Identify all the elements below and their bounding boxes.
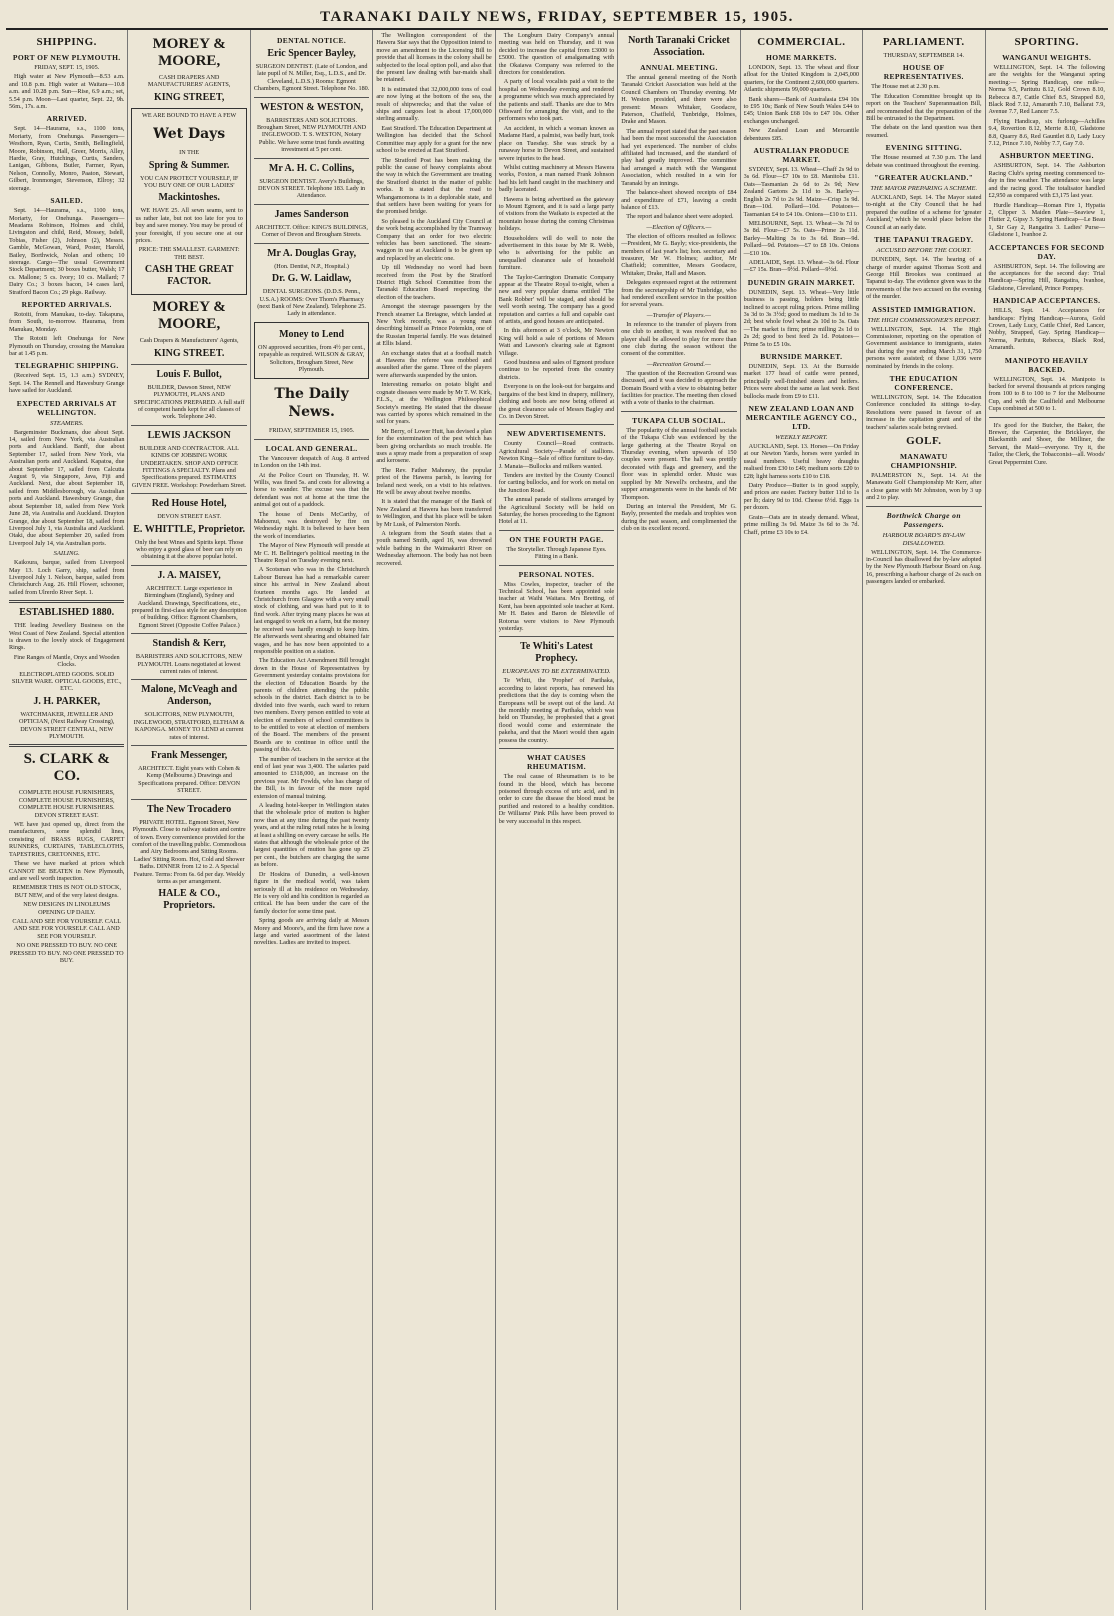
news-para-8: In this afternoon at 3 o'clock, Mr Newton King will hold a sale of portions of Messrs Watt and Lawson's clearing sale at Egmont Village. bbox=[498, 327, 615, 357]
wet-days-line-5: YOU CAN PROTECT YOURSELF, IF YOU BUY ONE OF OUR LADIES' bbox=[139, 174, 239, 190]
fourth-page-text: The Storyteller. Through Japanese Eyes. Fitting in a Bank. bbox=[506, 545, 607, 561]
divider bbox=[9, 600, 124, 603]
parliament-para-9: PALMERSTON N., Sept. 14. At the Manawatu Golf Championship Mr Kerr, after a close game with Mr Johnston, won by 3 up and 2 to play. bbox=[866, 472, 982, 502]
acceptances-heading: ACCEPTANCES FOR SECOND DAY. bbox=[989, 242, 1105, 261]
local-para-3: The house of Denis McCarthy, of Mahoenui, was destroyed by fire on Wednesday night. It is believed to have been the work of incendiaries. bbox=[253, 510, 370, 540]
local-para-20: Mr Berry, of Lower Hutt, has devised a plan for the extermination of the pest which has been giving orchardists so much trouble. He uses a spray made from a preparation of soap and kerosene. bbox=[376, 427, 492, 465]
wet-days-ad bbox=[131, 108, 246, 295]
column-news bbox=[496, 30, 618, 1610]
column-cricket bbox=[618, 30, 740, 1610]
arrived-heading: ARRIVED. bbox=[46, 114, 87, 124]
parliament-para-5: AUCKLAND, Sept. 14. The Mayor stated to-night at the City Council that he had prepared the outline of a scheme for 'greater Auckland,' which he would place before the Council at an early date. bbox=[866, 194, 982, 231]
local-para-2: At the Police Court on Thursday, H. W. Willis, was fined 5s. and costs for allowing a horse to wander. The excuse was that the defendant was not at home at the time the animal got out of a paddock. bbox=[253, 471, 370, 509]
jackson-name: LEWIS JACKSON bbox=[147, 429, 231, 441]
local-para-6: The Education Act Amendment Bill brought down in the House of Representatives by Government yesterday contains provisions for the election of Education Boards by the parents of children attending the public schools in the district. Each district is to be divided into five wards, each ward to return two members. Every person entitled to vote at election of members of school committees is to be entitled to vote at election of members of the Board. The members of the present Boards are to continue in office until the passing of this Act. bbox=[253, 657, 370, 754]
weekly-report-heading: WEEKLY REPORT. bbox=[775, 434, 828, 442]
news-para-6: Householders will do well to note the advertisement in this issue by Mr R. Webb, who is advertising for the public an unequalled clearance sale of household furniture. bbox=[498, 234, 615, 272]
evening-heading: EVENING SITTING. bbox=[885, 143, 962, 153]
parker-name: J. H. PARKER, bbox=[33, 695, 101, 707]
accused-heading: ACCUSED BEFORE THE COURT. bbox=[876, 247, 972, 255]
sporting-para-7: WELLINGTON, Sept. 14. Manipoto is backed for several thousands at prices ranging from 100 to 8 to 100 to 7 for the Melbourne Cup, and with the Caulfield and Melbourne Cups combined at 500 to 1. bbox=[988, 375, 1105, 413]
sailing-heading: SAILING. bbox=[53, 550, 80, 558]
parliament-para-2: The Education Committee brought up its report on the Teachers' Superannuation Bill, and recommended that the preparation of the Bill be entrusted to the Department. bbox=[866, 92, 982, 123]
divider bbox=[254, 204, 369, 205]
clark-text: WE have just opened up, direct from the manufacturers, some splendid lines, consisting of BRASS RUGS, CARPET RUNNERS, CURTAINS, TABLECLOTHS, TAPESTRIES, CRETONNES, ETC. bbox=[9, 821, 125, 858]
red-house-street: DEVON STREET EAST. bbox=[157, 513, 222, 521]
steamers-heading: STEAMERS. bbox=[49, 419, 84, 427]
clark-text-3: REMEMBER THIS IS NOT OLD STOCK, BUT NEW, and of the very latest designs. bbox=[12, 884, 122, 899]
whittle-details: Only the best Wines and Spirits kept. Those who enjoy a good glass of beer can rely on obtaining it at the above popular hotel. bbox=[134, 538, 244, 561]
arrived-text: Sept. 14—Haurama, s.s., 1100 tons, Moriarty, from Onehunga. Passengers—Westhorn, Ryan, Curtis, Smith, Bellingfield, Moore, Robinson, Hall, Greer, Morris, Alley, Hardie, Gray, Hutchings, Curtis, Sanders, Lanigan, Gibbons, Butler, Farmer, Ryan, Nelson, Connolly, Monro, Paaton, Stewart, Gilbert, Ironmonger, Stevenson, Ellroy; 32 steerage. bbox=[9, 125, 125, 192]
bayley-details: SURGEON DENTIST. (Late of London, and late pupil of N. Miller, Esq., L.D.S., and Dr. Cleveland, L.D.S.) Rooms: Egmont Chambers, Egmont Street. Telephone No. 180. bbox=[253, 63, 370, 93]
education-conference-heading: THE EDUCATION CONFERENCE. bbox=[889, 373, 958, 392]
columns bbox=[6, 30, 1108, 1610]
wet-days-line-3: IN THE bbox=[179, 149, 200, 157]
clark-name: S. CLARK & CO. bbox=[23, 751, 110, 785]
clark-text-2: These we have marked at prices which CANNOT BE BEATEN in New Plymouth, and are well worth inspection. bbox=[9, 860, 125, 882]
established-text-2: Fine Ranges of Mantle, Onyx and Wooden Clocks. bbox=[13, 653, 120, 669]
local-para-4: The Mayor of New Plymouth will preside at Mr C. H. Bellringer's political meeting in the Theatre Royal on Tuesday evening next. bbox=[253, 542, 370, 565]
news-para-1: The Longburn Dairy Company's annual meeting was held on Thursday, and it was decided to increase the capital from £3000 to £5000. The question of amalgamating with the Okaiawa Company was referred to the directors for consideration. bbox=[498, 32, 615, 77]
messenger-details: ARCHITECT. Eight years with Cohen & Kemp (Melbourne.) Drawings and Specifications prepared. Office: DEVON STREET. bbox=[138, 765, 241, 795]
cricket-para-2: The annual report stated that the past season had been the most successful the Association had yet experienced. The number of clubs affiliated had increased, and the standard of play had greatly improved. The committee had arranged a match with the Wanganui Association, which resulted in a win for Taranaki by an innings. bbox=[621, 127, 737, 187]
parker-details: WATCHMAKER, JEWELLER AND OPTICIAN, (Next Railway Crossing), DEVON STREET CENTRAL, NEW PLYMOUTH. bbox=[19, 710, 115, 741]
local-para-22: It is stated that the manager of the Bank of New Zealand at Hawera has been transferred to Wellington, and that his place will be taken by Mr Lusk, of Palmerston North. bbox=[376, 498, 492, 528]
news-para-7: The Taylor-Carrington Dramatic Company appear at the Theatre Royal to-night, when a new and very popular drama entitled 'The Bank Robber' will be staged, and should be well worth seeing. The company has a good reputation and carries a full and capable cast of artists, and good houses are anticipated. bbox=[498, 273, 615, 326]
money-title: Money to Lend bbox=[279, 328, 345, 340]
commercial-para-1: LONDON, Sept. 13. The wheat and flour afloat for the United Kingdom is 2,045,000 quarters, for the Continent 2,600,000 quarters. Atlantic shipments 99,000 quarters. bbox=[743, 64, 860, 94]
cricket-para-1: The annual general meeting of the North Taranaki Cricket Association was held at the Council Chambers on Thursday evening. Mr H. Weston presided, and there were also present: Messrs Whitaker, Goodacre, Paterson, Chatfield, Tunbridge, Holmes, Drake and Mason. bbox=[621, 74, 737, 126]
rheumatism-heading: WHAT CAUSES RHEUMATISM. bbox=[526, 753, 586, 772]
news-para-4: Whilst cutting machinery at Messrs Hawera works, Foxton, a man named Frank Johnson had his left hand caught in the machinery and badly lacerated. bbox=[498, 163, 615, 194]
local-para-12: It is estimated that 32,000,000 tons of coal are now lying at the bottom of the sea, the result of shipwrecks; and that the value of ships and cargoes lost is about 17,000,000 sterling annually. bbox=[376, 85, 492, 123]
cricket-para-4: The report and balance sheet were adopted. bbox=[626, 213, 734, 221]
wet-days-line-1: WE ARE BOUND TO HAVE A FEW bbox=[142, 111, 237, 119]
personal-text: Miss Cowles, inspector, teacher of the Technical School, has been appointed sole teacher at Waihi Waitara. Mrs Bretting, of Kent, has been appointed sole teacher at Kent. Mr H. Bates and Baron de Bleteville of Rotorua were visitors to New Plymouth yesterday. bbox=[498, 580, 615, 633]
cricket-heading: North Taranaki Cricket Association. bbox=[628, 35, 730, 58]
cricket-para-3: The balance-sheet showed receipts of £84 and expenditure of £71, leaving a credit balance of £13. bbox=[621, 189, 737, 211]
local-para-10: Spring goods are arriving daily at Messrs Morey and Moore's, and the firm have now a large and varied assortment of the latest novelties. Ladies are invited to inspect. bbox=[253, 917, 370, 947]
personal-heading: PERSONAL NOTES. bbox=[518, 569, 595, 579]
new-ads-text-2: Tenders are invited by the County Council for carting bullocks, and for work on metal on the Junction Road. bbox=[498, 471, 615, 494]
masthead: TARANAKI DAILY NEWS, FRIDAY, SEPTEMBER 15, 1905. bbox=[6, 6, 1108, 30]
commercial-para-9: AUCKLAND, Sept. 13. Horses—On Friday at our Newton Yards, horses were yarded in usual numbers. Useful heavy draughts realised from £30 to £40; medium sorts £20 to £28; light harness sorts £10 to £18. bbox=[743, 443, 860, 480]
weston-details: BARRISTERS AND SOLICITORS. Brougham Street, NEW PLYMOUTH AND INGLEWOOD. T. S. WESTON, Notary Public. We have some trust funds awaiting investment at 5 per cent. bbox=[257, 116, 367, 154]
clark-text-5: CALL AND SEE FOR YOURSELF. CALL AND SEE FOR YOURSELF. CALL AND SEE FOR YOURSELF. bbox=[12, 917, 122, 940]
news-para-9: Good business and sales of Egmont produce continue to be reported from the country districts. bbox=[498, 359, 615, 381]
steamers-text: Bargeminster Buckmans, due about Sept. 14, sailed from New York, via Australian ports and Auckland. Banff, due about September 17, sailed from New York, via Australian ports and Auckland. Kapatoa, due about September 17, sailed from Calcutta August 9, via Singapore, Java, Fiji and Auckland. Next, due about September 18, sailed from Middlesborough, via Australian ports and Auckland. Hawesbury Grange, due about September 18, sailed from New York June 28, via Australia and Auckland. Drayton Grange, due about September 18, sailed from Liverpool July 1, via Australia and Auckland. Otaki, due about September 20, sailed from Liverpool July 14, via Australian ports. bbox=[9, 428, 125, 547]
local-para-7: The number of teachers in the service at the end of last year was 3,400. The salaries paid amounted to £318,000, an increase on the previous year. Mr Fowlds, who has charge of the Bill, is in favour of the more rapid extension of manual training. bbox=[253, 755, 370, 800]
manipoto-heading: MANIPOTO HEAVILY BACKED. bbox=[1004, 355, 1089, 374]
column-professional bbox=[251, 30, 373, 1610]
wet-days-line-7: WE HAVE 25. All sewn seams, sent to us rather late, but not too late for you to buy and save money. You may be proud of your foresight, if you secure one at our prices. bbox=[135, 207, 243, 245]
divider bbox=[499, 636, 614, 637]
election-heading: —Election of Officers.— bbox=[646, 223, 712, 231]
local-para-14: The Stratford Post has been making the public the cause of heavy complaints about the way in which the Government are treating the Stratford district in the matter of public works. It is stated that the road to Whangamomona is in a deplorable state, and that settlers have been waiting for years for the promised bridge. bbox=[376, 156, 492, 216]
bayley-name: Eric Spencer Bayley, bbox=[267, 48, 356, 59]
cricket-para-5: The election of officers resulted as follows:—President, Mr G. Bayly; vice-presidents, the members of last year's list; hon. secretary and treasurer, Mr W. Holmes; auditor, Mr Chatfield; committee, Messrs Goodacre, Whitaker, Drake, Hall and Mason. bbox=[621, 232, 737, 277]
divider bbox=[131, 425, 246, 426]
malone-name: Malone, McVeagh and Anderson, bbox=[141, 684, 238, 708]
maisey-name: J. A. MAISEY, bbox=[157, 569, 221, 581]
established-heading: ESTABLISHED 1880. bbox=[19, 607, 115, 619]
divider bbox=[499, 530, 614, 531]
te-whiti-subheading: EUROPEANS TO BE EXTERMINATED. bbox=[502, 668, 611, 676]
news-para-10: Everyone is on the look-out for bargains and bargains of the best kind in drapery, millinery, clothing and boots are now being offered at the great clearance sale of Messrs Bagley and Co. in Devon Street. bbox=[498, 383, 615, 420]
sporting-para-1: WELLINGTON, Sept. 14. The following are the weights for the Wanganui spring meeting:— Spring Handicap, one mile—Norma 9.5, Paritutu 8.12, Gold Crown 8.10, Rebecca 8.7, Cattle Chief 8.5, Strapped 8.0, Black Rod 7.12, Amaranth 7.10, Ballarat 7.9, Avenue 7.7, Red Lancer 7.5. bbox=[988, 64, 1105, 116]
new-ads-heading: NEW ADVERTISEMENTS. bbox=[507, 429, 606, 439]
laidlaw-name: Dr. G. W. Laidlaw, bbox=[271, 273, 352, 285]
news-para-2: A party of local vocalists paid a visit to the hospital on Wednesday evening and rendered a programme which was much appreciated by the patients and staff. Thanks are due to Mrs Ofisward for arranging the visit, and to the performers who took part. bbox=[498, 78, 615, 123]
morey-moore-street-2: KING STREET. bbox=[153, 347, 225, 359]
local-para-1: The Vancouver despatch of Aug. 8 arrived in London on the 14th inst. bbox=[253, 454, 370, 470]
commercial-para-6: ADELAIDE, Sept. 13. Wheat—3s 6d. Flour—£7 15s. Bran—9½d. Pollard—9½d. bbox=[743, 258, 860, 274]
parliament-para-10: WELLINGTON, Sept. 14. The Commerce-in-Council has disallowed the by-law adopted by the New Plymouth Harbour Board on Aug. 16, prescribing a harbour charge of 2s each on passengers landed or embarked. bbox=[866, 548, 982, 586]
parliament-date: THURSDAY, SEPTEMBER 14. bbox=[883, 52, 964, 59]
divider bbox=[131, 565, 246, 566]
divider bbox=[499, 424, 614, 425]
column-advertisements bbox=[128, 30, 250, 1610]
local-para-13: East Stratford. The Education Department at Wellington has decided that the School Committee may apply for a grant for the new school to be erected at East Stratford. bbox=[376, 124, 492, 155]
collins-name: Mr A. H. C. Collins, bbox=[268, 162, 355, 174]
sporting-para-3: ASHBURTON, Sept. 14. The Ashburton Racing Club's spring meeting commenced to-day in fine weather. The attendance was large and the racing good. The totalisator handled £2,950 as compared with £3,175 last year. bbox=[988, 162, 1105, 200]
gray-name: Mr A. Douglas Gray, bbox=[267, 247, 357, 259]
parliament-para-3: The debate on the land question was then resumed. bbox=[866, 124, 982, 139]
clark-text-6: NO ONE PRESSED TO BUY. NO ONE PRESSED TO BUY. NO ONE PRESSED TO BUY. bbox=[9, 942, 124, 964]
local-para-17: Amongst the steerage passengers by the French steamer La Bretagne, which landed at New York recently, was a young man describing himself as Prince Potemkin, one of the Russian Imperial family. He was detained at Ellis Island. bbox=[376, 303, 492, 348]
divider bbox=[989, 417, 1105, 418]
cricket-para-7: In reference to the transfer of players from one club to another, it was resolved that no player shall be allowed to play for more than one club during the season without the consent of the committee. bbox=[621, 320, 737, 358]
wanganui-heading: WANGANUI WEIGHTS. bbox=[1002, 53, 1092, 62]
te-whiti-text: Te Whiti, the 'Prophet' of Parihaka, according to latest reports, has renewed his predictions that the day is coming when the Europeans will be swept out of the land. At the monthly meeting at Parihaka, which was held on Thursday, he prophesied that a great flood would come and exterminate the pakeha, and that the Maori would then again possess the country. bbox=[498, 677, 615, 744]
parliament-para-7: WELLINGTON, Sept. 14. The High Commissioner, reporting on the operation of Government assistance to immigrants, states that during the year ending March 31, 1,750 persons were assisted; of these 1,036 were nominated by friends in the colony. bbox=[866, 325, 982, 370]
greater-auckland-heading: "GREATER AUCKLAND." bbox=[874, 173, 974, 183]
established-text: THE leading Jewellery Business on the West Coast of New Zealand. Special attention is drawn to the lovely stock of Engagement Rings. bbox=[9, 622, 125, 652]
sailing-text: Kaikoura, barque, sailed from Liverpool May 13. Loch Garry, ship, sailed from Liverpool July 1. Nelson, barque, sailed from Christchurch Aug. 26. Hill Flower, schooner, sailed from Ulrerdo River Sept. 1. bbox=[9, 559, 125, 596]
divider bbox=[131, 633, 246, 634]
nz-loan-heading: NEW ZEALAND LOAN AND MERCANTILE AGENCY CO., LTD. bbox=[745, 404, 857, 432]
commercial-para-7: DUNEDIN, Sept. 13. Wheat—Very little business is passing, holders being little inclined to accept ruling prices. Prime milling 3s 3d to 3s 3½d; good to medium 3s 1d to 3s 2d; best whole fowl wheat 2s 10d to 3s. Oats—The market is firm; prime milling 2s 1d to 2s 2d; good to best feed 2s 1d. Potatoes—Prime 5s to £5 10s. bbox=[743, 288, 860, 348]
trocadero-name: The New Trocadero bbox=[147, 803, 232, 815]
dental-heading: DENTAL NOTICE. bbox=[276, 36, 347, 45]
handicap-heading: HANDICAP ACCEPTANCES. bbox=[992, 296, 1101, 306]
new-ads-text: County Council—Road contracts. Agricultural Society—Parade of stallions. Newton King—Sale of office furniture to-day. J. Manaia—Bullocks and milkers wanted. bbox=[498, 440, 615, 470]
commercial-para-11: Grain—Oats are in steady demand. Wheat, prime milling 3s 9d. Maize 3s 6d to 3s 7d. Chaff, prime £3 10s to £4. bbox=[743, 513, 860, 536]
local-para-21: The Rev. Father Mahoney, the popular priest of the Hawera parish, is leaving for Ireland next week, on a visit to his relatives. He will be away about twelve months. bbox=[376, 466, 492, 496]
malone-details: SOLICITORS, NEW PLYMOUTH, INGLEWOOD, STRATFORD, ELTHAM & KAPONGA. MONEY TO LEND at current rates of interest. bbox=[133, 711, 245, 741]
port-heading: PORT OF NEW PLYMOUTH. bbox=[12, 53, 121, 62]
messenger-name: Frank Messenger, bbox=[151, 750, 228, 762]
borthwick-heading: Borthwick Charge on Passengers. bbox=[886, 510, 961, 529]
divider bbox=[621, 411, 736, 412]
telegraphic-text: (Received Sept. 15, 1.3 a.m.) SYDNEY, Sept. 14. The Rennell and Hawesbury Grange have sailed for Auckland. bbox=[9, 372, 125, 395]
divider bbox=[254, 158, 369, 159]
hale-name: HALE & CO., Proprietors. bbox=[158, 888, 220, 912]
local-para-16: Up till Wednesday no word had been received from the Post by the Stratford District High School Committee from the Taranaki Education Board respecting the election of the teachers. bbox=[376, 264, 492, 301]
divider bbox=[131, 364, 246, 365]
ashburton-heading: ASHBURTON MEETING. bbox=[999, 151, 1094, 161]
sporting-para-2: Flying Handicap, six furlongs—Achilles 9.4, Rovertion 8.12, Merrie 8.10, Gladstone 8.8, Quarry 8.6, Red Gauntlet 8.0, Lady Lucy 7.12, Prince 7.10, Nobby 7.7, Gay 7.0. bbox=[988, 117, 1105, 148]
local-para-11: The Wellington correspondent of the Hawera Star says that the Opposition intend to move an amendment to the Licensing Bill to provide that all licenses in the colony shall be subjected to the local option poll, and also that the present law dealing with bar-maids shall be retained. bbox=[376, 32, 492, 84]
clark-subtitle: COMPLETE HOUSE FURNISHERS, COMPLETE HOUSE FURNISHERS, COMPLETE HOUSE FURNISHERS. DEVON STREET EAST. bbox=[18, 789, 115, 819]
clark-text-4: NEW DESIGNS IN LINOLEUMS OPENING UP DAILY. bbox=[23, 901, 111, 916]
commercial-heading: COMMERCIAL. bbox=[757, 36, 846, 48]
burnside-heading: BURNSIDE MARKET. bbox=[760, 352, 843, 361]
morey-moore-street: KING STREET, bbox=[153, 91, 225, 103]
divider bbox=[131, 745, 246, 746]
maisey-details: ARCHITECT. Large experience in Birmingham (England), Sydney and Auckland. Drawings, Specifications, etc., prepared in first-class style for any description of building. Office: Egmont Chambers, Egmont Street (Opposite Coffee Palace.) bbox=[131, 584, 247, 629]
cricket-para-6: Delegates expressed regret at the retirement from the secretaryship of Mr Tunbridge, who had rendered excellent service in the position for several years. bbox=[621, 279, 737, 309]
reported-heading: REPORTED ARRIVALS. bbox=[21, 299, 112, 309]
local-para-5: A Scotsman who was in the Christchurch Labour Bureau has had a remarkable career since his arrival in New Zealand about fourteen months ago. He landed at Christchurch from Glasgow with a very small stock of clothing, and was hard put to it to find work. After trying many places he was at last engaged to work on a farm, but the money he received was hardly enough to keep him. He afterwards went shearing and obtained fair wages, and he has now been appointed to a responsible position on a station. bbox=[253, 566, 370, 655]
dunedin-grain-heading: DUNEDIN GRAIN MARKET. bbox=[747, 277, 855, 287]
morey-moore-subtitle: CASH DRAPERS AND MANUFACTURERS' AGENTS, bbox=[147, 74, 231, 89]
new-ads-text-3: The annual parade of stallions arranged by the Agricultural Society will be held on Saturday, the horses proceeding to the Egmont Hotel at 11. bbox=[498, 496, 615, 526]
parliament-para-6: DUNEDIN, Sept. 14. The hearing of a charge of murder against Thomas Scott and George Hill Brookes was continued at Tapanui to-day. The evidence given was to the movements of the two accused on the evening of the murder. bbox=[866, 256, 982, 301]
sporting-para-4: Hurdle Handicap—Roman Fire 1, Hypatia 2, Clipper 3. Maiden Plate—Seaview 1, Flutter 2, Gipsy 3. Spring Handicap—Le Beau 1, Sir Gay 2, Rangatira 3. Ladies' Purse—Gladstone 1, Ivanhoe 2. bbox=[988, 201, 1105, 239]
divider bbox=[131, 799, 246, 800]
house-heading: HOUSE OF REPRESENTATIVES. bbox=[883, 63, 964, 82]
sailed-heading: SAILED. bbox=[50, 196, 84, 206]
peppermint-ad: It's good for the Butcher, the Baker, the Brewer, the Carpenter, the Bricklayer, the Blacksmith and Shoer, the Milliner, the Servant, the Maid—everyone. Try it, the Tailor, the Clerk, the Tobacconist—all. Woods' Great Peppermint Cure. bbox=[988, 421, 1105, 466]
telegraphic-heading: TELEGRAPHIC SHIPPING. bbox=[14, 361, 119, 371]
commissioner-heading: THE HIGH COMMISSIONER'S REPORT. bbox=[867, 316, 981, 324]
commercial-para-3: New Zealand Loan and Mercantile debentures £85. bbox=[743, 127, 860, 142]
local-para-23: A telegram from the South states that a youth named Smith, aged 16, was drowned while bathing in the Waimakariri River on Wednesday afternoon. The body has not been recovered. bbox=[376, 530, 492, 567]
home-markets-heading: HOME MARKETS. bbox=[766, 53, 837, 62]
rheumatism-text: The real cause of Rheumatism is to be found in the blood, which has become poisoned through excess of uric acid, and in order to cure the disease the blood must be purified and restored to a healthy condition. Dr Williams' Pink Pills have been proved to be very successful in this respect. bbox=[498, 773, 615, 825]
column-commercial bbox=[741, 30, 863, 1610]
immigration-heading: ASSISTED IMMIGRATION. bbox=[871, 304, 976, 314]
jackson-details: BUILDER AND CONTRACTOR. ALL KINDS OF JOBBING WORK UNDERTAKEN. SHOP AND OFFICE FITTINGS A SPECIALTY. Plans and Specifications prepared. ESTIMATES GIVEN FREE. Workshop: Powderham Street. bbox=[131, 444, 247, 489]
divider bbox=[9, 744, 124, 747]
te-whiti-heading: Te Whiti's Latest Prophecy. bbox=[520, 641, 593, 665]
cricket-para-8: The question of the Recreation Ground was discussed, and it was decided to approach the Domain Board with a view to obtaining better facilities for practice. The meeting then closed with a vote of thanks to the chairman. bbox=[621, 369, 737, 407]
recreation-heading: —Recreation Ground.— bbox=[646, 360, 711, 368]
trocadero-details: PRIVATE HOTEL. Egmont Street, New Plymouth. Close to railway station and centre of town. Every convenience provided for the comfort of the travelling public. Commodious and Airy Bedrooms and Sitting Rooms. Ladies' Sitting Room. Hot, Cold and Shower Baths. DINNER from 12 to 2. A Special Feature. Terms: From 6s. 6d per day. Weekly terms as per arrangement. bbox=[132, 818, 247, 885]
commercial-para-8: DUNEDIN, Sept. 13. At the Burnside market 177 head of cattle were penned, principally well-finished steers and heifers. Prices were about the same as last week. Best bullocks made from £9 to £11. bbox=[743, 363, 860, 400]
divider bbox=[254, 439, 369, 440]
cricket-subheading: ANNUAL MEETING. bbox=[640, 63, 718, 72]
money-ad bbox=[254, 322, 369, 380]
bullot-details: BUILDER, Dawson Street, NEW PLYMOUTH, PLANS AND SPECIFICATIONS PREPARED. A full staff of competent hands kept for all classes of work. Telephone 240. bbox=[133, 383, 245, 421]
wet-days-line-6: Mackintoshes. bbox=[158, 192, 220, 204]
local-general-heading: LOCAL AND GENERAL. bbox=[265, 443, 358, 453]
tapanui-heading: THE TAPANUI TRAGEDY. bbox=[874, 235, 974, 245]
parliament-heading: PARLIAMENT. bbox=[882, 36, 965, 48]
local-para-15: So pleased is the Auckland City Council at the work being accomplished by the Tramway Company that an order for two electric vehicles has been sanctioned. The steam-waggon in use at Auckland is to be given up and replaced by an electric one. bbox=[376, 217, 492, 262]
commercial-para-2: Bank shares—Bank of Australasia £94 10s to £95 10s; Bank of New South Wales £44 to £45; Union Bank £68 10s to £47 10s. Other exchanges unchanged. bbox=[743, 95, 860, 125]
wet-days-line-4: Spring & Summer. bbox=[148, 159, 230, 171]
parliament-para-8: WELLINGTON, Sept. 14. The Education Conference concluded its sittings to-day. Resolutions were passed in favour of an increase in the capitation grant and of the teachers' salaries scale being revised. bbox=[866, 393, 982, 431]
column-parliament bbox=[863, 30, 985, 1610]
tides-text: High water at New Plymouth—8.53 a.m. and 10.8 p.m. High water at Waitara—10.8 a.m. and 10.28 p.m. Sun—Rise, 6.9 a.m.; set, 5.54 p.m. Moon—Last quarter, Sept. 22, 9h. 56m., 17s. a.m. bbox=[9, 73, 125, 111]
standish-name: Standish & Kerr, bbox=[152, 638, 226, 650]
expected-heading: EXPECTED ARRIVALS AT WELLINGTON. bbox=[16, 398, 117, 417]
money-details: ON approved securities, from 4½ per cent., repayable as required. WILSON & GRAY, Solicitors, Brougham Street, New Plymouth. bbox=[257, 343, 366, 373]
divider bbox=[131, 493, 246, 494]
laidlaw-details: DENTAL SURGEONS. (D.D.S. Penn., U.S.A.) ROOMS: Over Thom's Pharmacy (next Bank of New Zealand). Telephone 25. Lady in attendance. bbox=[257, 288, 366, 318]
local-para-9: Dr Hoskins of Dunedin, a well-known figure in the medical world, was taken seriously ill at his residence on Wednesday. He is very old and his condition is regarded as critical. He has been under the care of the family doctor for some time past. bbox=[253, 870, 370, 915]
divider bbox=[254, 243, 369, 244]
bullot-name: Louis F. Bullot, bbox=[156, 368, 222, 380]
tukapa-para-1: The popularity of the annual football socials of the Tukapa Club was evidenced by the large gathering at the Theatre Royal on Thursday evening, when upwards of 150 couples were present. The hall was prettily decorated with flags and greenery, and the floor was in splendid order. Music was supplied by Mr Newell's orchestra, and the supper arrangements were in the hands of Mr Thompson. bbox=[621, 426, 737, 501]
daily-news-title: The Daily News. bbox=[274, 386, 349, 421]
transfer-heading: —Transfer of Players.— bbox=[646, 311, 712, 319]
wet-days-line-9: CASH THE GREAT FACTOR. bbox=[144, 264, 234, 288]
column-local-continued bbox=[373, 30, 495, 1610]
sailed-text: Sept. 14—Haurama, s.s., 1100 tons, Moriarty, for Onehunga. Passengers—Meadams Robinson, Holmes and child, Livingston and child, Reid, Mossey, Isdell, Tobias, Fisher (2), Johnson (2), Messrs. Gamble, McGowan, Ward, Poster, Harold, Bailey, Borthwick, Nolan and others; 10 steerage. Cargo—The usual Government Stock Department; 30 boxes butter, Walsh; 17 cs. Mallone; 5 cs. Ivory; 10 cs. Mallard; 7 Dairy Co.; 3 boxes bacon, 14 cases lard, Stratford Bacon Co.; 29 pkgs. Railway. bbox=[9, 207, 125, 296]
bylaw-heading: HARBOUR BOARD'S BY-LAW DISALLOWED. bbox=[882, 531, 965, 547]
news-para-3: An accident, in which a woman known as Madame Hard, a palmist, was badly hurt, took place on Tuesday. She was struck by a runaway horse in Devon Street, and sustained severe injuries to the head. bbox=[498, 124, 615, 162]
mayor-scheme-heading: THE MAYOR PREPARING A SCHEME. bbox=[870, 185, 978, 193]
manawatu-heading: MANAWATU CHAMPIONSHIP. bbox=[890, 452, 957, 470]
tukapa-para-2: During an interval the President, Mr G. Bayly, presented the medals and trophies won during the past season, and complimented the club on its excellent record. bbox=[621, 502, 737, 533]
australian-produce-heading: AUSTRALIAN PRODUCE MARKET. bbox=[753, 146, 850, 165]
standish-details: BARRISTERS AND SOLICITORS, NEW PLYMOUTH. Loans negotiated at lowest current rates of interest. bbox=[135, 653, 243, 676]
parliament-para-4: The House resumed at 7.30 p.m. The land debate was continued throughout the evening. bbox=[866, 154, 982, 169]
whittle-name: E. WHITTLE, Proprietor. bbox=[133, 523, 246, 535]
sanderson-details: ARCHITECT. Office: KING'S BUILDINGS, Corner of Devon and Brougham Streets. bbox=[255, 223, 368, 239]
morey-moore-subtitle-2: Cash Drapers & Manufacturers' Agents, bbox=[139, 337, 239, 345]
daily-news-date: FRIDAY, SEPTEMBER 15, 1905. bbox=[268, 427, 355, 435]
column-sporting bbox=[986, 30, 1108, 1610]
wet-days-line-8: PRICE: THE SMALLEST. GARMENT: THE BEST. bbox=[138, 246, 240, 261]
established-text-3: ELECTROPLATED GOODS. SOLID SILVER WARE. OPTICAL GOODS, ETC., ETC. bbox=[11, 670, 122, 693]
column-shipping bbox=[6, 30, 128, 1610]
divider bbox=[254, 97, 369, 98]
commercial-para-10: Dairy Produce—Butter is in good supply, and prices are easier. Factory butter 11d to 1s per lb; dairy 9d to 10d. Cheese 6½d. Eggs 1s per dozen. bbox=[743, 482, 860, 512]
reported-text-2: The Rotoiti left Onehunga for New Plymouth on Thursday, crossing the Manukau bar at 1.45 p.m. bbox=[9, 335, 125, 357]
tukapa-heading: TUKAPA CLUB SOCIAL. bbox=[632, 415, 726, 425]
reported-text: Rotoiti, from Manukau, to-day. Takapuna, from South, to-morrow. Haurama, from Manukau, Monday. bbox=[9, 310, 125, 333]
news-para-5: Hawera is being advertised as the gateway to Mount Egmont, and it is said a large party of visitors from the Waikato is expected at the mountain house during the coming Christmas holidays. bbox=[498, 195, 615, 233]
wet-days-line-2: Wet Days bbox=[153, 126, 226, 143]
parliament-para-1: The House met at 2.30 p.m. bbox=[871, 83, 940, 91]
local-para-18: An exchange states that at a football match at Hawera the referee was mobbed and assaulted after the game. Three of the players were afterwards suspended by the union. bbox=[376, 349, 492, 379]
sporting-para-6: HILLS, Sept. 14. Acceptances for handicaps: Flying Handicap—Aurora, Gold Crown, Lady Lucy, Cattle Chief, Red Lancer, Nobby, Strapped, Gay. Spring Handicap—Norma, Paritutu, Rebecca, Black Rod, Amaranth. bbox=[988, 307, 1105, 352]
weston-name: WESTON & WESTON, bbox=[260, 101, 364, 113]
divider bbox=[499, 565, 614, 566]
divider bbox=[499, 748, 614, 749]
collins-details: SURGEON DENTIST. Avery's Buildings, DEVON STREET. Telephone 183. Lady in Attendance. bbox=[258, 177, 366, 200]
golf-heading: GOLF. bbox=[906, 435, 942, 447]
divider bbox=[131, 679, 246, 680]
morey-moore-title-2: MOREY & MOORE, bbox=[152, 299, 226, 333]
commercial-para-5: MELBOURNE, Sept. 13. Wheat—3s 7d to 3s 8d. Flour—£7 5s. Oats—Prime 2s 11d. Barley—Malting 3s to 3s 6d. Bran—9d. Pollard—9d. Potatoes—£7 to £8 10s. Onions—£10 10s. bbox=[743, 219, 860, 257]
morey-moore-title: MOREY & MOORE, bbox=[152, 36, 226, 69]
sporting-para-5: ASHBURTON, Sept. 14. The following are the acceptances for the second day: Trial Handicap—Spring Hill, Rangatira, Ivanhoe, Gladstone, Cleveland, Prince Pompey. bbox=[988, 262, 1105, 292]
section-heading-shipping: SHIPPING. bbox=[36, 36, 97, 48]
fourth-page-heading: ON THE FOURTH PAGE. bbox=[509, 534, 604, 544]
sporting-heading: SPORTING. bbox=[1014, 36, 1079, 48]
sanderson-name: James Sanderson bbox=[274, 208, 349, 220]
shipping-date: FRIDAY, SEPT. 15, 1905. bbox=[34, 64, 100, 71]
red-house-name: Red House Hotel, bbox=[151, 498, 227, 510]
local-para-8: A leading hotel-keeper in Wellington states that the wholesale price of mutton is higher now than at any time during the past twenty years, and at the ruling retail rates he is losing at least a shilling on every carcase he sells. He states that although the wholesale price of the largest quantities of mutton has gone up 25 per cent., the butchers are charging the same as before. bbox=[253, 802, 370, 869]
divider bbox=[866, 506, 981, 507]
local-para-19: Interesting remarks on potato blight and cognate diseases were made by Mr T. W. Kirk, F.L.S., at the Wellington Philosophical Society's meeting. He stated that the disease was carried by spores which remained in the soil for years. bbox=[376, 381, 492, 426]
gray-details: (Hon. Dentist, N.P., Hospital.) bbox=[274, 262, 349, 270]
commercial-para-4: SYDNEY, Sept. 13. Wheat—Chaff 2s 9d to 3s 6d. Flour—£7 10s to £8. Manitoba £11. Oats—Tasmanian 2s 6d to 2s 9d; New Zealand Gartons 2s 11d to 3s. Barley—English 2s 7d to 2s 9d. Maize—Crisp 3s 9d. Bran—10d. Pollard—10d. Potatoes—Tasmanian £4 to £4 10s. Onions—£10 to £11. bbox=[743, 166, 860, 218]
